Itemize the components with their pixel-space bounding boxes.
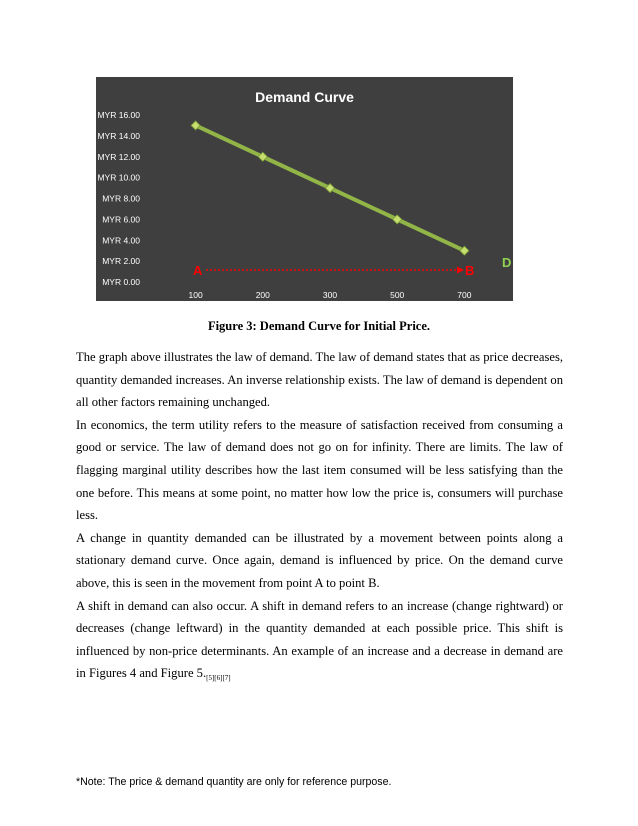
- point-a-label: A: [193, 263, 203, 278]
- paragraph-utility: In economics, the term utility refers to the measure of satisfaction received from consuming a good or service. The law of demand does not go on for infinity. There are limits. The law of flagging marginal utility describes how the last item consumed will be less satisfying than the one before. This means at some point, no matter how low the price is, consumers will purchase less.: [76, 417, 563, 523]
- body-text: [76, 346, 563, 687]
- paragraph-demand-shift: [76, 595, 563, 687]
- point-b-label: B: [465, 263, 475, 278]
- x-tick-label: 100: [188, 290, 203, 300]
- y-tick-label: MYR 14.00: [97, 130, 140, 141]
- x-tick-label: 500: [390, 290, 405, 300]
- x-tick-label: 200: [255, 290, 270, 300]
- curve-d-label: D: [502, 255, 512, 270]
- x-tick-label: 300: [322, 290, 338, 300]
- y-tick-label: MYR 12.00: [97, 151, 140, 162]
- paragraph-demand-shift-text: A shift in demand can also occur. A shift in demand refers to an increase (change rightward) or decreases (change leftward) in the quantity demanded at each possible price. This shift is influenced by non-price determinants. An example of an increase and a decrease in demand are in Figures 4 and Figure 5.: [76, 598, 563, 681]
- citation: [5][6][7]: [206, 674, 231, 683]
- y-tick-label: MYR 10.00: [97, 172, 140, 183]
- reference-note: *Note: The price & demand quantity are only for reference purpose.: [76, 776, 392, 788]
- y-tick-label: MYR 8.00: [102, 193, 140, 204]
- chart-title: Demand Curve: [255, 89, 354, 105]
- y-tick-label: MYR 2.00: [102, 256, 140, 267]
- figure-caption: Figure 3: Demand Curve for Initial Price.: [207, 319, 431, 333]
- y-tick-label: MYR 0.00: [102, 277, 140, 287]
- chart-svg: [96, 77, 513, 301]
- paragraph-law-of-demand: The graph above illustrates the law of demand. The law of demand states that as price decreases, quantity demanded increases. An inverse relationship exists. The law of demand is dependent on all other factors remaining unchanged.: [76, 350, 563, 410]
- y-tick-label: MYR 16.00: [97, 110, 140, 120]
- y-tick-label: MYR 4.00: [102, 235, 140, 246]
- paragraph-quantity-change: A change in quantity demanded can be illustrated by a movement between points along a stationary demand curve. Once again, demand is influenced by price. On the demand curve above, this is seen in the movement from point A to point B.: [76, 530, 563, 590]
- demand-chart: [96, 77, 513, 301]
- y-tick-label: MYR 6.00: [102, 214, 140, 225]
- chart-background: [96, 77, 513, 301]
- x-tick-label: 700: [457, 290, 472, 300]
